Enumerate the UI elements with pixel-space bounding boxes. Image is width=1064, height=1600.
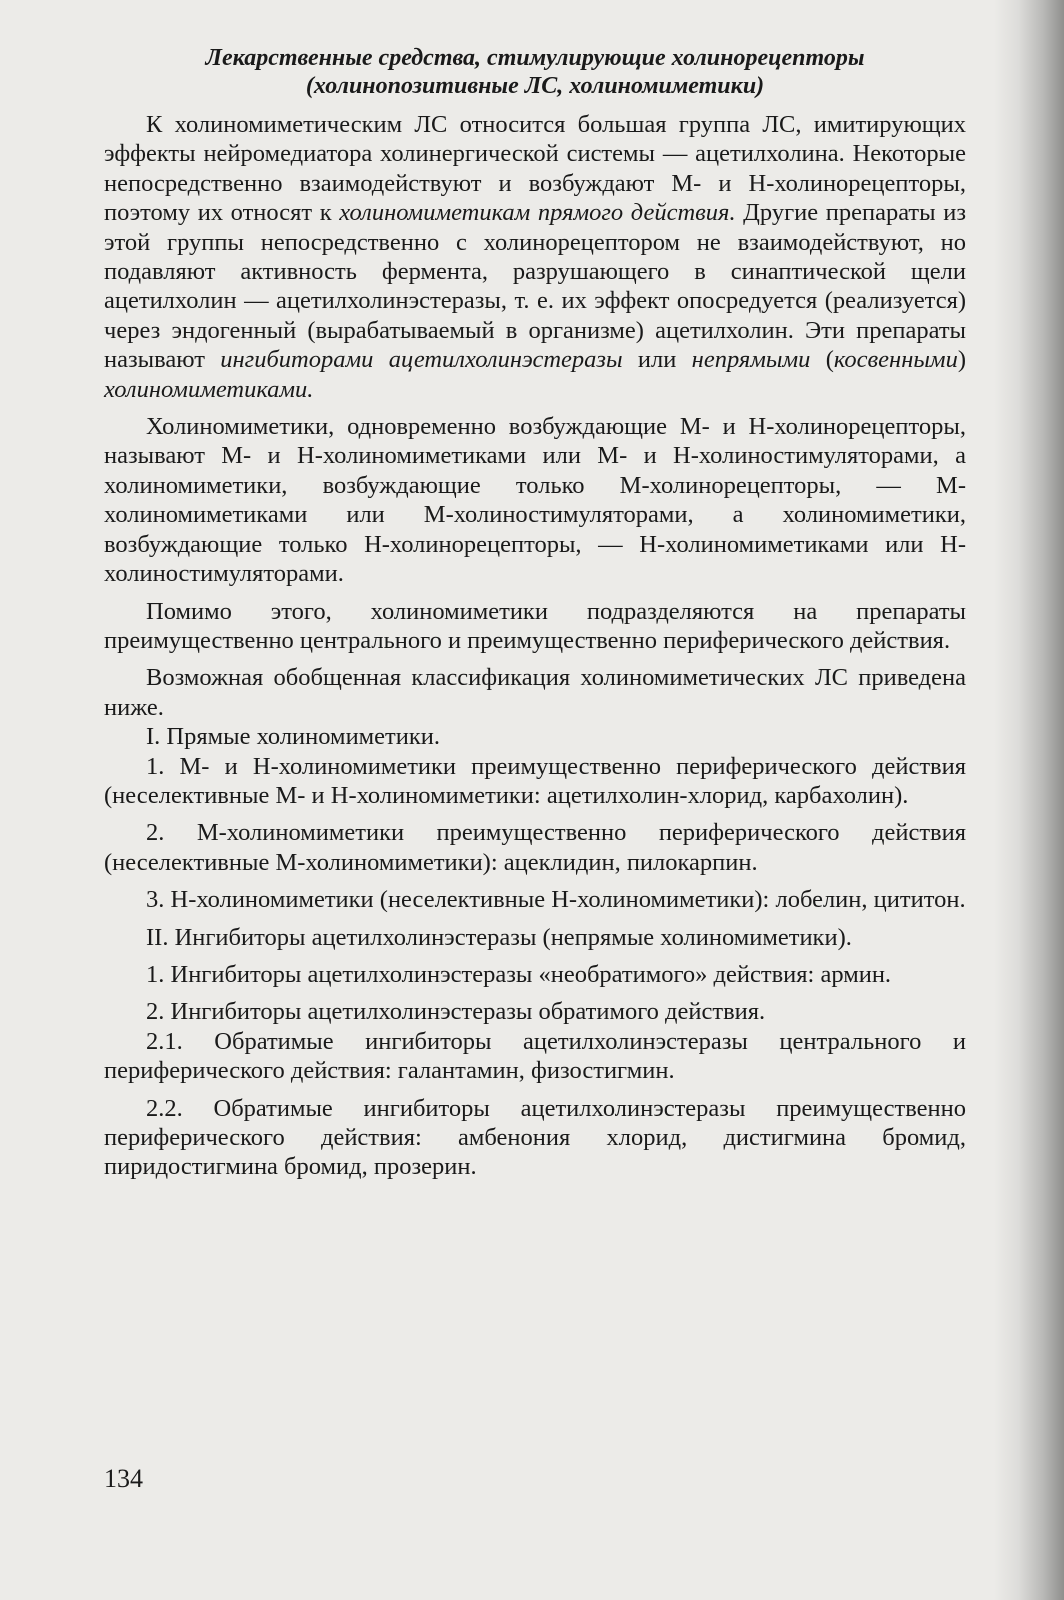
intro-emphasis-2: ингибиторами ацетилхолинэстеразы	[220, 346, 623, 374]
intro-emphasis-4: косвенными	[833, 346, 958, 374]
page-number: 134	[104, 1464, 143, 1493]
book-spine-shadow	[994, 0, 1064, 1600]
section-heading-line-2: (холинопозитивные ЛС, холиномиметики)	[305, 73, 765, 99]
intro-text-1: К холиномиметическим ЛС относится большая группа ЛС, имитирующих эффекты нейромедиатора холинергической системы — ацетилхолина. Некоторые непосредственно взаимодействуют и возбуждают М- и Н-холинорецепторы, поэтому их относят к	[104, 111, 966, 227]
intro-text-4: (	[810, 346, 834, 374]
page-content	[104, 44, 966, 1182]
section-heading	[104, 44, 966, 100]
intro-text-2: Другие препараты из этой группы непосредственно с холинорецептором не взаимодействуют, но подавляют активность фермента, разрушающего в синаптической щели ацетилхолин — ацетилхолинэстеразы, т. е. их эффект опосредуется (реализуется) через эндогенный (вырабатываемый в организме) ацетилхолин. Эти препараты называют	[104, 199, 966, 374]
intro-emphasis-5: холиномиметиками.	[104, 375, 314, 403]
intro-emphasis-3: непрямыми	[691, 346, 811, 374]
paragraph-7: 2. М-холиномиметики преимущественно периферического действия (неселективные М-холиномиметики): ацеклидин, пилокарпин.	[104, 819, 966, 876]
paragraph-4: Возможная обобщенная классификация холиномиметических ЛС приведена ниже.	[104, 664, 966, 721]
paragraph-6: 1. М- и Н-холиномиметики преимущественно периферического действия (неселективные М- и Н-холиномиметики: ацетилхолин-хлорид, карбахолин).	[104, 752, 966, 809]
paragraph-10: 1. Ингибиторы ацетилхолинэстеразы «необратимого» действия: армин.	[146, 960, 892, 988]
paragraph-5: I. Прямые холиномиметики.	[146, 723, 441, 751]
paragraph-11: 2. Ингибиторы ацетилхолинэстеразы обратимого действия.	[146, 998, 766, 1026]
paragraph-3: Помимо этого, холиномиметики подразделяются на препараты преимущественно центрального и преимущественно периферического действия.	[104, 597, 966, 654]
paragraph-13: 2.2. Обратимые ингибиторы ацетилхолинэстеразы преимущественно периферического действия: амбенония хлорид, дистигмина бромид, пиридостигмина бромид, прозерин.	[104, 1094, 966, 1181]
section-heading-line-1: Лекарственные средства, стимулирующие холинорецепторы	[205, 45, 865, 71]
intro-text-5: )	[957, 346, 966, 374]
paragraph-intro	[104, 110, 966, 404]
intro-text-3: или	[622, 346, 692, 374]
paragraph-9: II. Ингибиторы ацетилхолинэстеразы (непрямые холиномиметики).	[146, 923, 852, 951]
paragraph-8: 3. Н-холиномиметики (неселективные Н-холиномиметики): лобелин, цититон.	[146, 886, 966, 914]
paragraph-12: 2.1. Обратимые ингибиторы ацетилхолинэстеразы центрального и периферического действия: галантамин, физостигмин.	[104, 1027, 966, 1085]
intro-emphasis-1: холиномиметикам прямого действия.	[339, 199, 736, 227]
paragraph-2: Холиномиметики, одновременно возбуждающие М- и Н-холинорецепторы, называют М- и Н-холиномиметиками или М- и Н-холиностимуляторами, а холиномиметики, возбуждающие только М-холинорецепторы, — М-холиномиметиками или М-холиностимуляторами, а холиномиметики, возбуждающие только Н-холинорецепторы, — Н-холиномиметиками или Н-холиностимуляторами.	[104, 413, 966, 588]
